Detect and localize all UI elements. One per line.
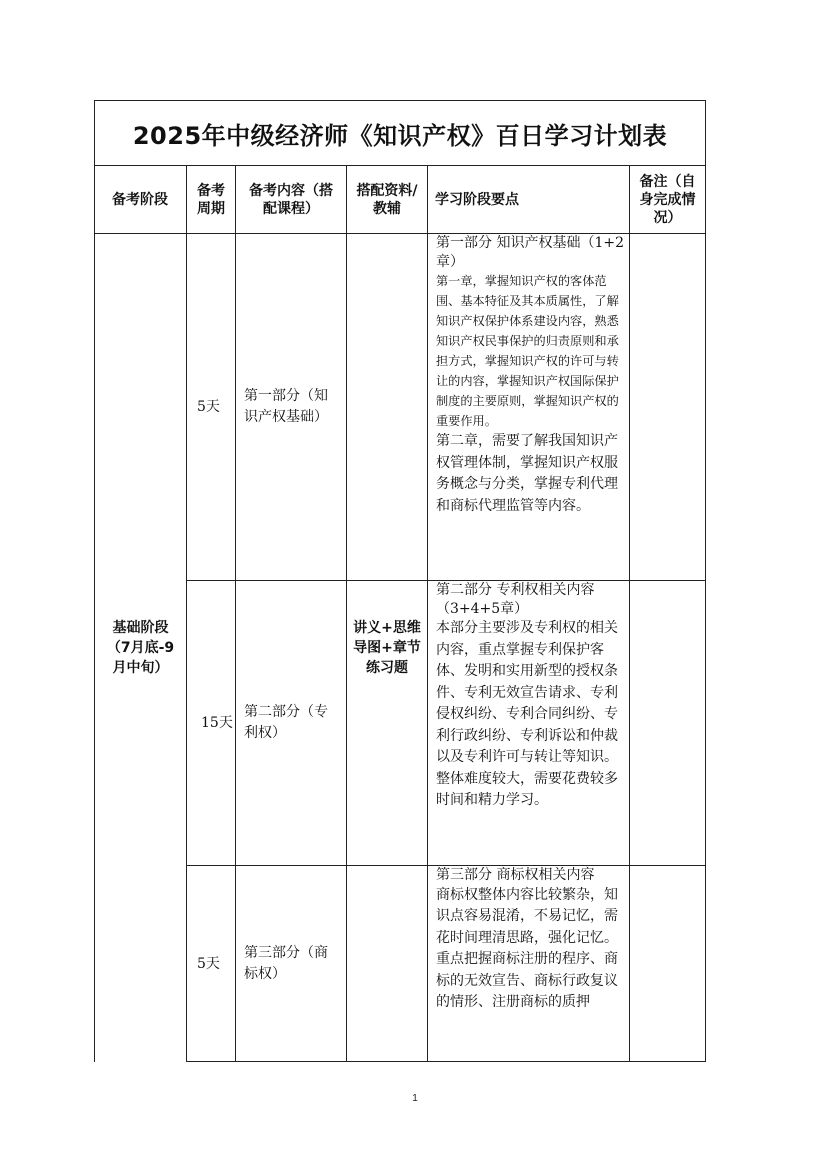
row-3-points-body: 商标权整体内容比较繁杂，知识点容易混淆，不易记忆，需花时间理清思路，强化记忆。重点把握商标注册的程序、商标的无效宣告、商标行政复议的情形、注册商标的质押: [436, 886, 618, 1010]
row-3-points-heading: 第三部分 商标权相关内容: [436, 867, 595, 883]
materials-label: 讲义+思维导图+章节练习题: [353, 620, 421, 676]
header-materials: 搭配资料/教辅: [356, 182, 418, 217]
row-1-points-heading: 第一部分 知识产权基础（1+2章）: [436, 235, 624, 270]
header-content: 备考内容（搭配课程）: [249, 182, 333, 217]
header-period: 备考周期: [197, 182, 225, 217]
row-3-points: [428, 866, 629, 1062]
row-2-notes: [630, 581, 705, 865]
row-3-content: 第三部分（商标权）: [244, 945, 328, 982]
row-2-points-heading: 第二部分 专利权相关内容（3+4+5章）: [436, 582, 595, 617]
header-stage: 备考阶段: [112, 191, 168, 208]
header-points: 学习阶段要点: [435, 191, 519, 208]
row-1-points-body: 第一章，掌握知识产权的客体范围、基本特征及其本质属性，了解知识产权保护体系建设内容，熟悉知识产权民事保护的归责原则和承担方式，掌握知识产权的许可与转让的内容，掌握知识产权国际保护制度的主要原则，掌握知识产权的重要作用。: [436, 274, 619, 428]
row-1-days: 5天: [197, 399, 220, 415]
row-1-points: [428, 234, 629, 580]
page-number: 1: [412, 1093, 418, 1104]
row-1-content: 第一部分（知识产权基础）: [244, 388, 328, 425]
stage-label: 基础阶段（7月底-9月中旬）: [106, 620, 175, 676]
row-2-content: 第二部分（专利权）: [244, 704, 328, 741]
header-notes: 备注（自身完成情况）: [639, 173, 696, 226]
row-2-points-body: 本部分主要涉及专利权的相关内容，重点掌握专利保护客体、发明和实用新型的授权条件、专利无效宣告请求、专利侵权纠纷、专利合同纠纷、专利行政纠纷、专利诉讼和仲裁以及专利许可与转让等知识。整体难度较大，需要花费较多时间和精力学习。: [436, 620, 618, 808]
row-1-notes: [630, 234, 705, 580]
row-3-notes: [630, 866, 705, 1062]
page-title: 2025年中级经济师《知识产权》百日学习计划表: [132, 121, 668, 150]
row-2-days: 15天: [201, 715, 233, 731]
row-1-points-body-2: 第二章，需要了解我国知识产权管理体制，掌握知识产权服务概念与分类，掌握专利代理和商标代理监管等内容。: [436, 433, 618, 514]
study-plan-table: [94, 100, 706, 1062]
row-2-points: [428, 581, 629, 865]
row-3-days: 5天: [197, 956, 220, 972]
